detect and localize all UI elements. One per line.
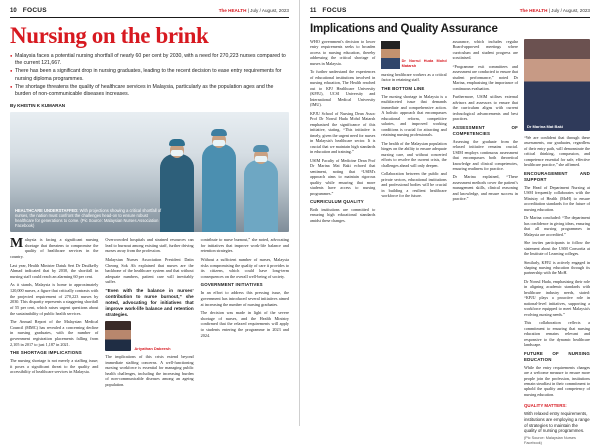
portrait (105, 321, 193, 351)
key-point: ● There has been a significant drop in nursing graduates, leading to the recent decision to ease entry requirements for nursing diploma programmes. (10, 68, 289, 82)
portrait (381, 41, 446, 69)
paragraph: As it stands, Malaysia is home to approximately 120,000 nurses, a figure that critically contrasts with the projected requirement of 270,223 nurses by 2030. This disparity represents a staggering shortfall of 55 per cent, which raises urgent questions about the sustainability of public health services. (10, 282, 99, 316)
article-body (10, 237, 289, 391)
portrait-photo (381, 41, 399, 69)
caption-label: QUALITY MATTERS: (524, 403, 567, 409)
publication-name: The HEALTH | July / August, 2023 (519, 8, 590, 13)
subheading: ENCOURAGEMENT AND SUPPORT (524, 170, 590, 182)
left-page (0, 0, 300, 426)
paragraph: Collaboration between the public and private sectors, educational institutions and professional bodies will be crucial in building a resilient healthcare workforce for the future. (381, 171, 447, 199)
text-column (10, 237, 98, 391)
text-column (201, 237, 289, 391)
paragraph: To further understand the experiences of educational institutions involved in nursing education, The Health reached out to KPJ Healthcare University (KPJU), UCSI University and International Medical University (IMU). (310, 69, 376, 108)
byline: By KHISTIN K KUMARAN (10, 103, 66, 109)
paragraph: “We are confident that through these assessments, our graduates, regardless of their entry path, will demonstrate the critical thinking, compassion, and competence essential for safe, effective healthcare practice,” she affirmed. (524, 135, 590, 168)
paragraph: The Annual Report of the Malaysian Medical Council (MMC) has revealed a concerning decline in nursing graduates, with the number of government registration placements falling from 2,105 in 2017 to just 1,187 in 2021. (10, 319, 99, 347)
paragraph: The decision was made in light of the severe shortage of nurses, and the Health Ministry confirmed that the relaxed requirements will apply to students entering the programme in 2023 and 2024. (200, 310, 289, 338)
text-column (310, 39, 375, 446)
paragraph: Dr Norrul Huda, emphasising their role in aligning academic standards with healthcare industry needs, stated: “KPJU plays a proactive role in national-level initiatives, supporting a workforce equipped to meet Malaysia's evolving nursing needs.” (524, 278, 590, 317)
paragraph: USIM Faculty of Medicine Dean Prof Dr Marina Mat Baki echoed that sentiment, noting that “USIM's approach aims to maintain rigorous quality while ensuring that more students have access to nursing programmes.” (310, 157, 376, 196)
page-number: 10 (10, 7, 17, 14)
paragraph: The Head of Department Nursing at USM frequently collaborates with the Ministry of Health (MoH) to ensure accreditation standards for the future of nursing education. (524, 184, 590, 212)
subheading: THE SHORTAGE IMPLICATIONS (10, 350, 82, 356)
nurse-figure (160, 154, 194, 232)
portrait-name: Ariyathan Dabeesh (134, 345, 171, 351)
paragraph: nursing healthcare workers as a critical factor in retaining staff. (381, 72, 447, 83)
text-column (381, 39, 446, 446)
paragraph: Assessing the graduate from the relaxed initiative remains crucial. USIM employs continuous assessment that encompasses both theoretical knowledge and clinical competencies, ensuring readiness for practice. (452, 138, 518, 171)
section-label: FOCUS (22, 7, 47, 14)
nurse-figure (202, 144, 236, 232)
subheading: ASSESSMENT OF COMPETENCIES (452, 124, 518, 136)
paragraph: This collaboration reflects a commitment to ensuring that nursing education remains relevant and responsive to the dynamic healthcare landscape. (524, 320, 590, 348)
paragraph: Malaysia is facing a significant nursing shortage that threatens to compromise the quality of healthcare services in the country. (10, 236, 99, 259)
article-headline: Implications and Quality Assurance (310, 23, 498, 35)
paragraph: The nursing shortage is not merely a staffing issue; it poses a significant threat to the quality and accessibility of healthcare services in Malaysia. (10, 358, 99, 375)
paragraph: Without a sufficient number of nurses, Malaysia risks compromising the quality of care it provides to its citizens, which could have long-term consequences on the overall well-being of society. (200, 256, 289, 279)
section-label: FOCUS (322, 7, 347, 14)
publication-name: The HEALTH | July / August, 2023 (218, 8, 289, 13)
paragraph: Last year, Health Minister Datuk Seri Dr Dzulkefly Ahmad indicated that by 2030, the shortfall in nursing staff could reach an alarming 60 per cent. (10, 262, 99, 279)
article-headline: Nursing on the brink (10, 23, 209, 48)
key-points-list (10, 53, 289, 98)
subheading: FUTURE OF NURSING EDUCATION (524, 350, 590, 362)
paragraph: Malaysian Nurses Association President Datin Cheong Sok Ah explained that nurses are the backbone of the healthcare system and that without adequate numbers, patient care will inevitably suffer. (105, 256, 194, 285)
paragraph: KPJU School of Nursing Dean Assoc Prof Dr Norrul Huda Mohd Matarsh emphasised the significance of this initiative, stating, “This initiative is timely, given the urgent need for nurses in Malaysia's healthcare sector. It is crucial that we maintain high standards in education and training.” (310, 110, 376, 155)
nurse-figure (244, 160, 278, 232)
portrait-photo (105, 321, 131, 351)
caption-source: (Pic Source: Malaysian Nurses Facebook) (524, 436, 576, 445)
running-header (310, 4, 590, 18)
paragraph: While the entry requirements changes are a welcome measure to ensure more people join the profession, institutions remain steadfast in their commitment to uphold the quality and competency of nursing education. (524, 364, 590, 397)
nurses-photo (10, 112, 289, 232)
text-column (105, 237, 193, 391)
paragraph: Dr Marina concluded: “The department has confidence in giving ideas, ensuring that all nursing programmes in Malaysia are accredited.” (524, 215, 590, 237)
paragraph: Similarly, KPJU is actively engaged in shaping nursing education through its partnership with the MoH. (524, 259, 590, 276)
paragraph: Both institutions are committed to ensuring high educational standards amidst these changes. (310, 206, 376, 223)
running-header (10, 4, 289, 18)
paragraph: contribute to nurse burnout,” she noted, advocating for initiatives that improve work-life balance and retention strategies. (200, 237, 289, 254)
text-column (453, 39, 518, 446)
key-point: ● Malaysia faces a potential nursing shortfall of nearly 60 per cent by 2030, with a need for 270,223 nurses compared to the current 121,667. (10, 53, 289, 67)
page-number: 11 (310, 7, 317, 14)
article-body (310, 39, 590, 446)
pull-quote: “Even with the balance in nurses’ contribution to nurse burnout,” she noted, advocating for initiatives that improve work-life balance and retention strategies. (105, 288, 194, 317)
sidebar-column (524, 39, 590, 446)
portrait-name: Dr Marina Mat Baki (527, 124, 564, 129)
paragraph: “Programme exit committees and assessment are conducted to ensure that student performance,” noted Dr Marina, emphasising the importance of continuous evaluation. (452, 63, 518, 91)
paragraph: Overcrowded hospitals and strained resources can lead to burnout among existing staff, further driving nurses away from the profession. (105, 237, 194, 254)
text-columns (310, 39, 518, 446)
photo-caption-box (524, 403, 590, 445)
key-point: ● The shortage threatens the quality of healthcare services in Malaysia, particularly as the population ages and the burden of non-communicable diseases increases. (10, 84, 289, 98)
paragraph: She invites participants to follow the statement about the USM Consortia at the Institute of Learning colleges. (524, 240, 590, 257)
paragraph: The health of the Malaysian population hinges on the ability to ensure adequate nursing care, and without concerted efforts to resolve the current crisis, the challenges ahead will only deepen. (381, 140, 447, 168)
subheading: THE BOTTOM LINE (381, 85, 425, 91)
paragraph: In an effort to address this pressing issue, the government has introduced several initiatives aimed at increasing the number of nursing graduates. (200, 290, 289, 307)
drop-cap: M (10, 236, 24, 252)
subheading: CURRICULUM QUALITY (310, 199, 364, 205)
paragraph: Furthermore, USIM utilises external advisors and assessors to ensure that the curriculum aligns with current technological advancements and best practices. (452, 94, 518, 122)
subheading: GOVERNMENT INITIATIVES (200, 282, 263, 288)
paragraph: Dr Marina explained, “These assessment methods cover the patient’s management skills, clinical reasoning and knowledge, and ensure success in practice.” (452, 174, 518, 202)
paragraph: The nursing shortage in Malaysia is a multifaceted issue that demands immediate and comprehensive action. A holistic approach that encompasses educational reform, competitive salaries, and improved working conditions is crucial for attracting and retaining nursing professionals. (381, 93, 447, 138)
portrait-name: Dr Norrul Huda Mohd Matarsh (401, 58, 447, 68)
right-page (300, 0, 600, 445)
caption-text: With relaxed entry requirements, institutions are employing a range of strategies to maintain the quality of nursing programmes. (524, 411, 590, 434)
sidebar-text (524, 135, 590, 397)
paragraph: WHO government's decision to lower entry requirements seeks to broaden access to nursing education, thereby addressing the critical shortage of nurses in Malaysia. (310, 39, 376, 66)
paragraph: assurance, which includes regular Board-approved meetings where curriculum and student progress are scrutinised. (452, 39, 518, 61)
portrait-photo (524, 39, 590, 131)
paragraph: The implications of this crisis extend beyond immediate staffing concerns. A well-functioning nursing workforce is essential for managing public health challenges, including the increasing burden of non-communicable diseases among an ageing population. (105, 353, 194, 387)
photo-caption: HEALTHCARE UNDERSTAFFED: With projections showing a critical shortfall of nurses, the nation must confront the challenges head-on to ensure robust healthcare for generations to come. (Pic Source: Malaysian Nurses Association Facebook) (15, 207, 162, 228)
